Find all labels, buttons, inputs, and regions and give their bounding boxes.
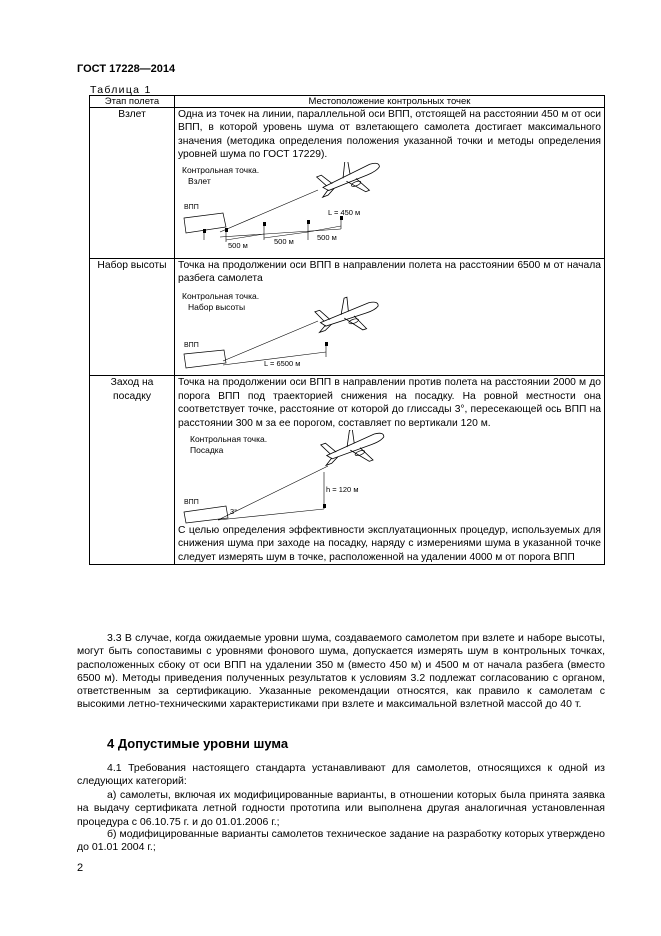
control-points-table — [89, 95, 605, 565]
fig-subtitle: Взлет — [188, 175, 211, 186]
table-row — [90, 376, 605, 565]
page-number: 2 — [77, 862, 84, 874]
height-label: h = 120 м — [326, 485, 359, 495]
fig-title: Контрольная точка. — [190, 434, 268, 445]
location-cell — [175, 376, 605, 565]
runway-label: ВПП — [184, 499, 199, 507]
location-text: Точка на продолжении оси ВПП в направлении против полета на расстоянии 2000 м до порога ВПП под траекторией снижения на посадку. На ровной местности она соответствует точке, расстояние от которой до глиссады 3°, пересекающей ось ВПП на расстоянии 300 м за ее порогом, составляет по вертикали 120 м. — [178, 377, 601, 429]
location-cell — [175, 258, 605, 376]
document-header: ГОСТ 17228—2014 — [77, 63, 176, 75]
distance-label: L = 6500 м — [264, 359, 301, 369]
phase-cell: Набор высоты — [90, 258, 175, 376]
paragraph-4-1-b: б) модифицированные варианты самолетов техническое задание на разработку которых утверждено до 01.01 2004 г.; — [77, 828, 605, 854]
distance-label: 500 м — [274, 236, 294, 246]
location-text: Одна из точек на линии, параллельной оси ВПП, отстоящей на расстоянии 450 м от оси ВПП, в которой уровень шума от взлетающего самолета достигает максимального значения (методика определения положения указанной точки и методы определения уровней шума по ГОСТ 17229). — [178, 109, 601, 161]
column-header-location: Местоположение контрольных точек — [175, 96, 605, 108]
section-4-heading: 4 Допустимые уровни шума — [107, 736, 289, 751]
climb-figure — [178, 285, 661, 375]
airplane-icon — [318, 430, 391, 476]
airplane-icon — [312, 289, 384, 343]
column-header-phase: Этап полета — [90, 96, 175, 108]
glide-angle-label: 3° — [230, 507, 238, 517]
location-note: С целью определения эффективности эксплуатационных процедур, используемых для снижения шума при заходе на посадку, наряду с измерениями шума в указанной точке следует измерять шум в точке, расположенной на удалении 4000 м от порога ВПП — [178, 525, 601, 563]
paragraph-4-1-a: а) самолеты, включая их модифицированные варианты, в отношении которых была принята заявка на выдачу сертификата летной годности прототипа или выполнена другая аналогичная установленная процедура с 06.10.75 г. и до 01.01.2006 г.; — [77, 789, 605, 828]
paragraph-3-3: 3.3 В случае, когда ожидаемые уровни шума, создаваемого самолетом при взлете и наборе высоты, могут быть сопоставимы с уровнями фонового шума, допускается измерять шум в контрольных точках, расположенных сбоку от оси ВПП на удалении 350 м (вместо 450 м) и 4500 м от начала разбега (вместо 6500 м). Методы приведения полученных результатов к условиям 3.2 подлежат согласованию с органом, ответственным за сертификацию. Указанные рекомендации относятся, как правило к самолетам с высокими летно-техническими характеристиками при взлете и максимальной взлетной массой до 40 т. — [77, 632, 605, 711]
fig-title: Контрольная точка. — [182, 164, 260, 175]
phase-cell: Заход на посадку — [90, 376, 175, 565]
paragraph-4-1: 4.1 Требования настоящего стандарта устанавливают для самолетов, относящихся к одной из следующих категорий: — [77, 762, 605, 788]
takeoff-figure — [178, 162, 661, 258]
distance-label: 500 м — [317, 232, 337, 242]
table-row — [90, 258, 605, 376]
location-text: Точка на продолжении оси ВПП в направлении полета на расстоянии 6500 м от начала разбега самолета — [178, 259, 601, 285]
distance-label: 500 м — [228, 240, 248, 250]
table-caption: Таблица 1 — [90, 84, 152, 96]
airplane-icon — [313, 162, 386, 207]
runway-label: ВПП — [184, 203, 199, 211]
fig-subtitle: Посадка — [190, 445, 224, 456]
phase-cell: Взлет — [90, 108, 175, 259]
fig-subtitle: Набор высоты — [188, 302, 246, 313]
landing-figure — [178, 430, 661, 524]
table-row — [90, 108, 605, 259]
lateral-distance-label: L = 450 м — [328, 207, 361, 217]
fig-title: Контрольная точка. — [182, 291, 260, 302]
runway-label: ВПП — [184, 342, 199, 350]
location-cell — [175, 108, 605, 259]
